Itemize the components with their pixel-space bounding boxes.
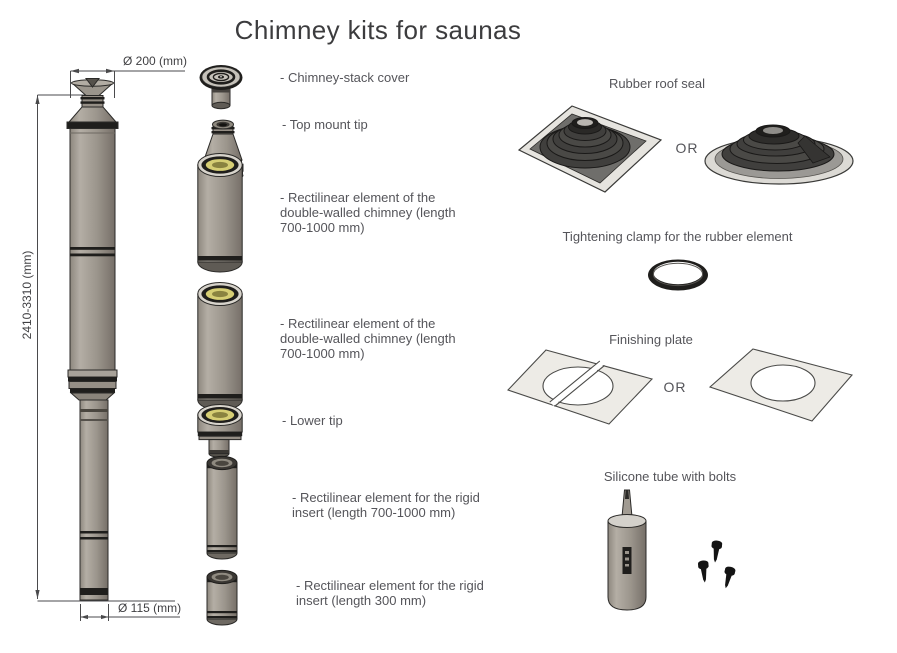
label-rigid-insert-long: - Rectilinear element for the rigid insert (length 700-1000 mm) <box>292 490 480 520</box>
chimney-transition-rings <box>68 370 117 400</box>
dim-height-range-label: 2410-3310 (mm) <box>20 250 34 340</box>
label-double-walled-element-2: - Rectilinear element of the double-walled chimney (length 700-1000 mm) <box>280 316 456 361</box>
assembled-chimney-drawing <box>15 48 215 648</box>
page-title: Chimney kits for saunas <box>234 15 522 45</box>
double-walled-element-2-figure <box>197 281 243 412</box>
label-double-walled-element-1: - Rectilinear element of the double-walled chimney (length 700-1000 mm) <box>280 190 456 235</box>
chimney-lower-tube <box>80 400 108 600</box>
dim-top-diameter-label: Ø 200 (mm) <box>123 54 188 68</box>
rubber-roof-seal-title: Rubber roof seal <box>608 76 706 91</box>
rubber-roof-seal-round-figure <box>702 104 857 186</box>
label-lower-tip: - Lower tip <box>282 413 343 428</box>
chimney-stack-cover-figure <box>199 63 243 113</box>
rigid-insert-short-figure <box>206 567 238 627</box>
silicone-tube-figure <box>605 487 649 617</box>
label-rigid-insert-short: - Rectilinear element for the rigid insert (length 300 mm) <box>296 578 484 608</box>
rubber-roof-seal-square-figure <box>515 100 665 195</box>
label-top-mount-tip: - Top mount tip <box>282 117 368 132</box>
tightening-clamp-title: Tightening clamp for the rubber element <box>562 229 793 244</box>
lower-tip-figure <box>197 404 243 460</box>
silicone-tube-title: Silicone tube with bolts <box>603 469 737 484</box>
or-label-finishing-plate: OR <box>663 379 687 395</box>
finishing-plate-title: Finishing plate <box>609 332 693 347</box>
chimney-upper-tube <box>70 129 115 371</box>
finishing-plate-solid-figure <box>708 347 856 424</box>
tube-label-marks <box>623 547 632 574</box>
chimney-cap <box>67 79 118 129</box>
or-label-roof-seal: OR <box>675 140 699 156</box>
rigid-insert-long-figure <box>206 453 238 561</box>
double-walled-element-1-figure <box>197 152 243 274</box>
label-chimney-stack-cover: - Chimney-stack cover <box>280 70 410 85</box>
finishing-plate-split-figure <box>506 348 654 426</box>
bolts-figure <box>694 538 742 592</box>
dim-bottom-diameter-label: Ø 115 (mm) <box>118 601 182 615</box>
tightening-clamp-figure <box>645 252 713 298</box>
